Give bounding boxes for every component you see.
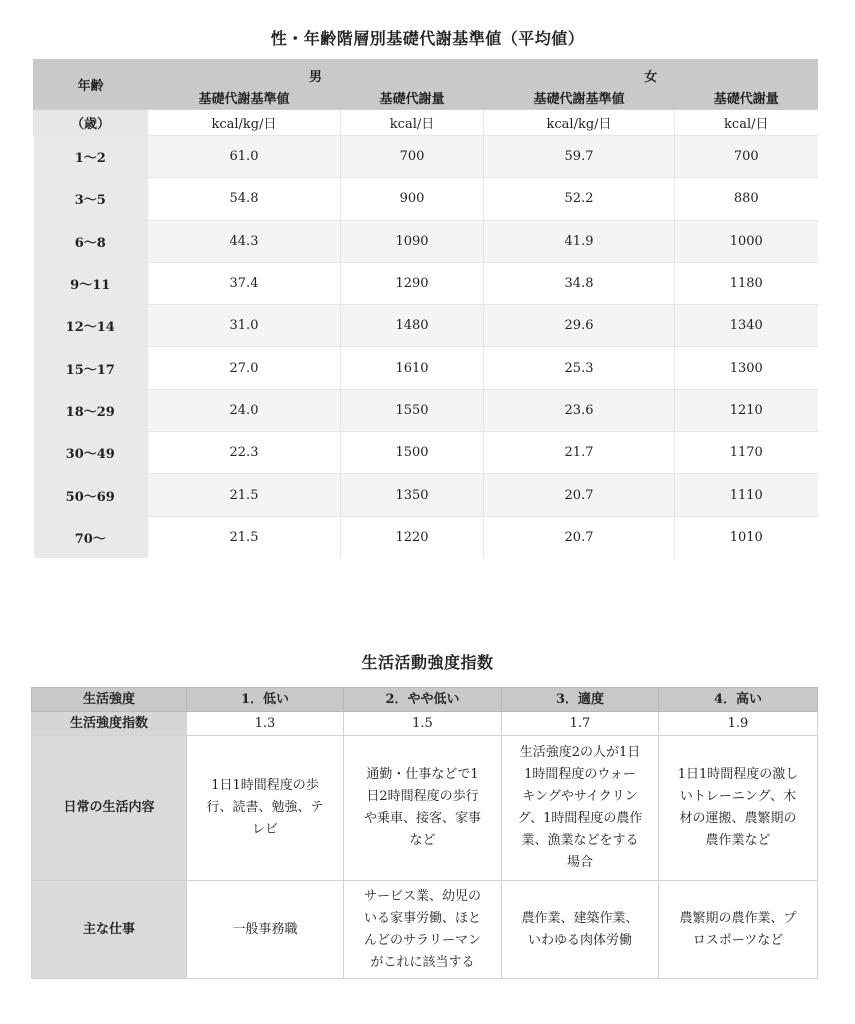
age-cell: 15～17 — [34, 347, 148, 389]
age-cell: 9～11 — [34, 262, 148, 304]
jobs-text — [659, 908, 817, 952]
male-bmr-standard-cell: 61.0 — [148, 136, 341, 178]
activity-daily-row — [32, 736, 818, 881]
bmr-table — [33, 59, 818, 558]
text-line: や乗車、接客、家事 — [363, 811, 481, 826]
header-intensity: 生活強度 — [32, 688, 187, 712]
table-row — [34, 347, 818, 389]
male-bmr-standard-cell: 27.0 — [148, 347, 341, 389]
age-cell: 18～29 — [34, 389, 148, 431]
label-daily: 日常の生活内容 — [32, 736, 187, 881]
male-bmr-standard-cell: 37.4 — [148, 262, 341, 304]
age-cell: 6～8 — [34, 220, 148, 262]
text-line: 農作業など — [705, 833, 771, 848]
age-cell: 70～ — [34, 516, 148, 558]
text-line: ロスポーツなど — [692, 932, 784, 948]
female-bmr-amount-cell: 880 — [675, 178, 818, 220]
male-bmr-amount-cell: 1480 — [341, 305, 484, 347]
text-line: がこれに該当する — [370, 954, 475, 970]
header-age: 年齢 — [34, 60, 148, 110]
jobs-text — [187, 919, 343, 941]
text-line: いトレーニング、木 — [679, 789, 797, 804]
age-cell: 3～5 — [34, 178, 148, 220]
activity-header-row — [32, 688, 818, 712]
table-row — [34, 516, 818, 558]
male-bmr-amount-cell: 1290 — [341, 262, 484, 304]
activity-table-title: 生活活動強度指数 — [361, 653, 494, 672]
text-line: 農繁期の農作業、プ — [679, 910, 797, 926]
female-bmr-amount-cell: 1340 — [675, 305, 818, 347]
male-bmr-amount-cell: 1550 — [341, 389, 484, 431]
text-line: 1時間程度のウォー — [524, 767, 636, 782]
unit-age: （歳） — [34, 110, 148, 136]
female-bmr-amount-cell: 1300 — [675, 347, 818, 389]
female-bmr-standard-cell: 21.7 — [484, 432, 675, 474]
text-line: んどのサラリーマン — [363, 932, 481, 948]
female-bmr-standard-cell: 59.7 — [484, 136, 675, 178]
text-line: 場合 — [566, 855, 593, 870]
female-bmr-standard-cell: 20.7 — [484, 516, 675, 558]
male-bmr-standard-cell: 31.0 — [148, 305, 341, 347]
female-bmr-amount-cell: 1000 — [675, 220, 818, 262]
table-row — [34, 474, 818, 516]
text-line: 農作業、建築作業、 — [521, 910, 639, 926]
female-bmr-amount-cell: 1170 — [675, 432, 818, 474]
table-row — [34, 136, 818, 178]
male-bmr-standard-cell: 21.5 — [148, 516, 341, 558]
female-bmr-standard-cell: 25.3 — [484, 347, 675, 389]
header-female: 女 — [484, 60, 818, 86]
unit-row — [34, 110, 818, 136]
text-line: 1日1時間程度の激し — [677, 767, 799, 782]
header-male-bmr-standard: 基礎代謝基準値 — [148, 86, 341, 110]
text-line: 行、読書、勉強、テ — [206, 800, 324, 815]
unit-male-per-day: kcal/日 — [341, 110, 484, 136]
header-level-2: 2．やや低い — [344, 688, 502, 712]
female-bmr-standard-cell: 20.7 — [484, 474, 675, 516]
text-line: レビ — [251, 822, 278, 837]
jobs-text — [344, 886, 501, 974]
male-bmr-amount-cell: 1090 — [341, 220, 484, 262]
index-value: 1.3 — [187, 712, 344, 736]
header-male-bmr-amount: 基礎代謝量 — [341, 86, 484, 110]
age-cell: 50～69 — [34, 474, 148, 516]
male-bmr-standard-cell: 21.5 — [148, 474, 341, 516]
female-bmr-standard-cell: 34.8 — [484, 262, 675, 304]
age-cell: 1～2 — [34, 136, 148, 178]
table-row — [34, 389, 818, 431]
male-bmr-amount-cell: 700 — [341, 136, 484, 178]
male-bmr-amount-cell: 1220 — [341, 516, 484, 558]
text-line: 材の運搬、農繁期の — [679, 811, 797, 826]
header-male: 男 — [148, 60, 484, 86]
text-line: 日2時間程度の歩行 — [366, 789, 479, 804]
label-jobs: 主な仕事 — [32, 881, 187, 979]
text-line: サービス業、幼児の — [363, 888, 481, 904]
header-level-1: 1．低い — [187, 688, 344, 712]
text-line: いる家事労働、ほと — [363, 910, 481, 926]
female-bmr-amount-cell: 1180 — [675, 262, 818, 304]
daily-text — [659, 764, 817, 852]
index-value: 1.9 — [659, 712, 818, 736]
age-cell: 12～14 — [34, 305, 148, 347]
daily-text — [187, 775, 343, 841]
index-value: 1.7 — [502, 712, 659, 736]
table-row — [34, 220, 818, 262]
unit-female-per-day: kcal/日 — [675, 110, 818, 136]
female-bmr-amount-cell: 1010 — [675, 516, 818, 558]
daily-cell — [659, 736, 818, 881]
table-row — [34, 432, 818, 474]
jobs-cell — [187, 881, 344, 979]
activity-jobs-row — [32, 881, 818, 979]
text-line: 通勤・仕事などで1 — [366, 767, 479, 782]
male-bmr-amount-cell: 1610 — [341, 347, 484, 389]
text-line: 業、漁業などをする — [521, 833, 639, 848]
unit-male-per-kg: kcal/kg/日 — [148, 110, 341, 136]
index-value: 1.5 — [344, 712, 502, 736]
unit-female-per-kg: kcal/kg/日 — [484, 110, 675, 136]
male-bmr-amount-cell: 1500 — [341, 432, 484, 474]
male-bmr-standard-cell: 22.3 — [148, 432, 341, 474]
female-bmr-amount-cell: 1210 — [675, 389, 818, 431]
text-line: 1日1時間程度の歩 — [211, 778, 319, 793]
table-row — [34, 305, 818, 347]
text-line: 生活強度2の人が1日 — [519, 745, 641, 760]
header-level-3: 3．適度 — [502, 688, 659, 712]
text-line: いわゆる肉体労働 — [527, 932, 632, 948]
daily-cell — [502, 736, 659, 881]
text-line: 一般事務職 — [232, 921, 298, 937]
male-bmr-standard-cell: 44.3 — [148, 220, 341, 262]
bmr-table-title: 性・年齢階層別基礎代謝基準値（平均値） — [270, 29, 585, 48]
male-bmr-amount-cell: 900 — [341, 178, 484, 220]
text-line: キングやサイクリン — [522, 789, 638, 804]
jobs-cell — [502, 881, 659, 979]
female-bmr-standard-cell: 52.2 — [484, 178, 675, 220]
jobs-cell — [659, 881, 818, 979]
jobs-text — [502, 908, 658, 952]
male-bmr-amount-cell: 1350 — [341, 474, 484, 516]
header-level-4: 4．高い — [659, 688, 818, 712]
male-bmr-standard-cell: 54.8 — [148, 178, 341, 220]
daily-cell — [344, 736, 502, 881]
male-bmr-standard-cell: 24.0 — [148, 389, 341, 431]
header-female-bmr-amount: 基礎代謝量 — [675, 86, 818, 110]
table-row — [34, 262, 818, 304]
female-bmr-standard-cell: 29.6 — [484, 305, 675, 347]
text-line: など — [409, 833, 436, 848]
female-bmr-amount-cell: 1110 — [675, 474, 818, 516]
table-row — [34, 178, 818, 220]
female-bmr-standard-cell: 23.6 — [484, 389, 675, 431]
label-index: 生活強度指数 — [32, 712, 187, 736]
daily-text — [344, 764, 501, 852]
daily-cell — [187, 736, 344, 881]
female-bmr-amount-cell: 700 — [675, 136, 818, 178]
female-bmr-standard-cell: 41.9 — [484, 220, 675, 262]
activity-index-row — [32, 712, 818, 736]
text-line: グ、1時間程度の農作 — [517, 811, 643, 826]
jobs-cell — [344, 881, 502, 979]
activity-table — [31, 687, 818, 979]
header-female-bmr-standard: 基礎代謝基準値 — [484, 86, 675, 110]
daily-text — [502, 742, 658, 874]
age-cell: 30～49 — [34, 432, 148, 474]
